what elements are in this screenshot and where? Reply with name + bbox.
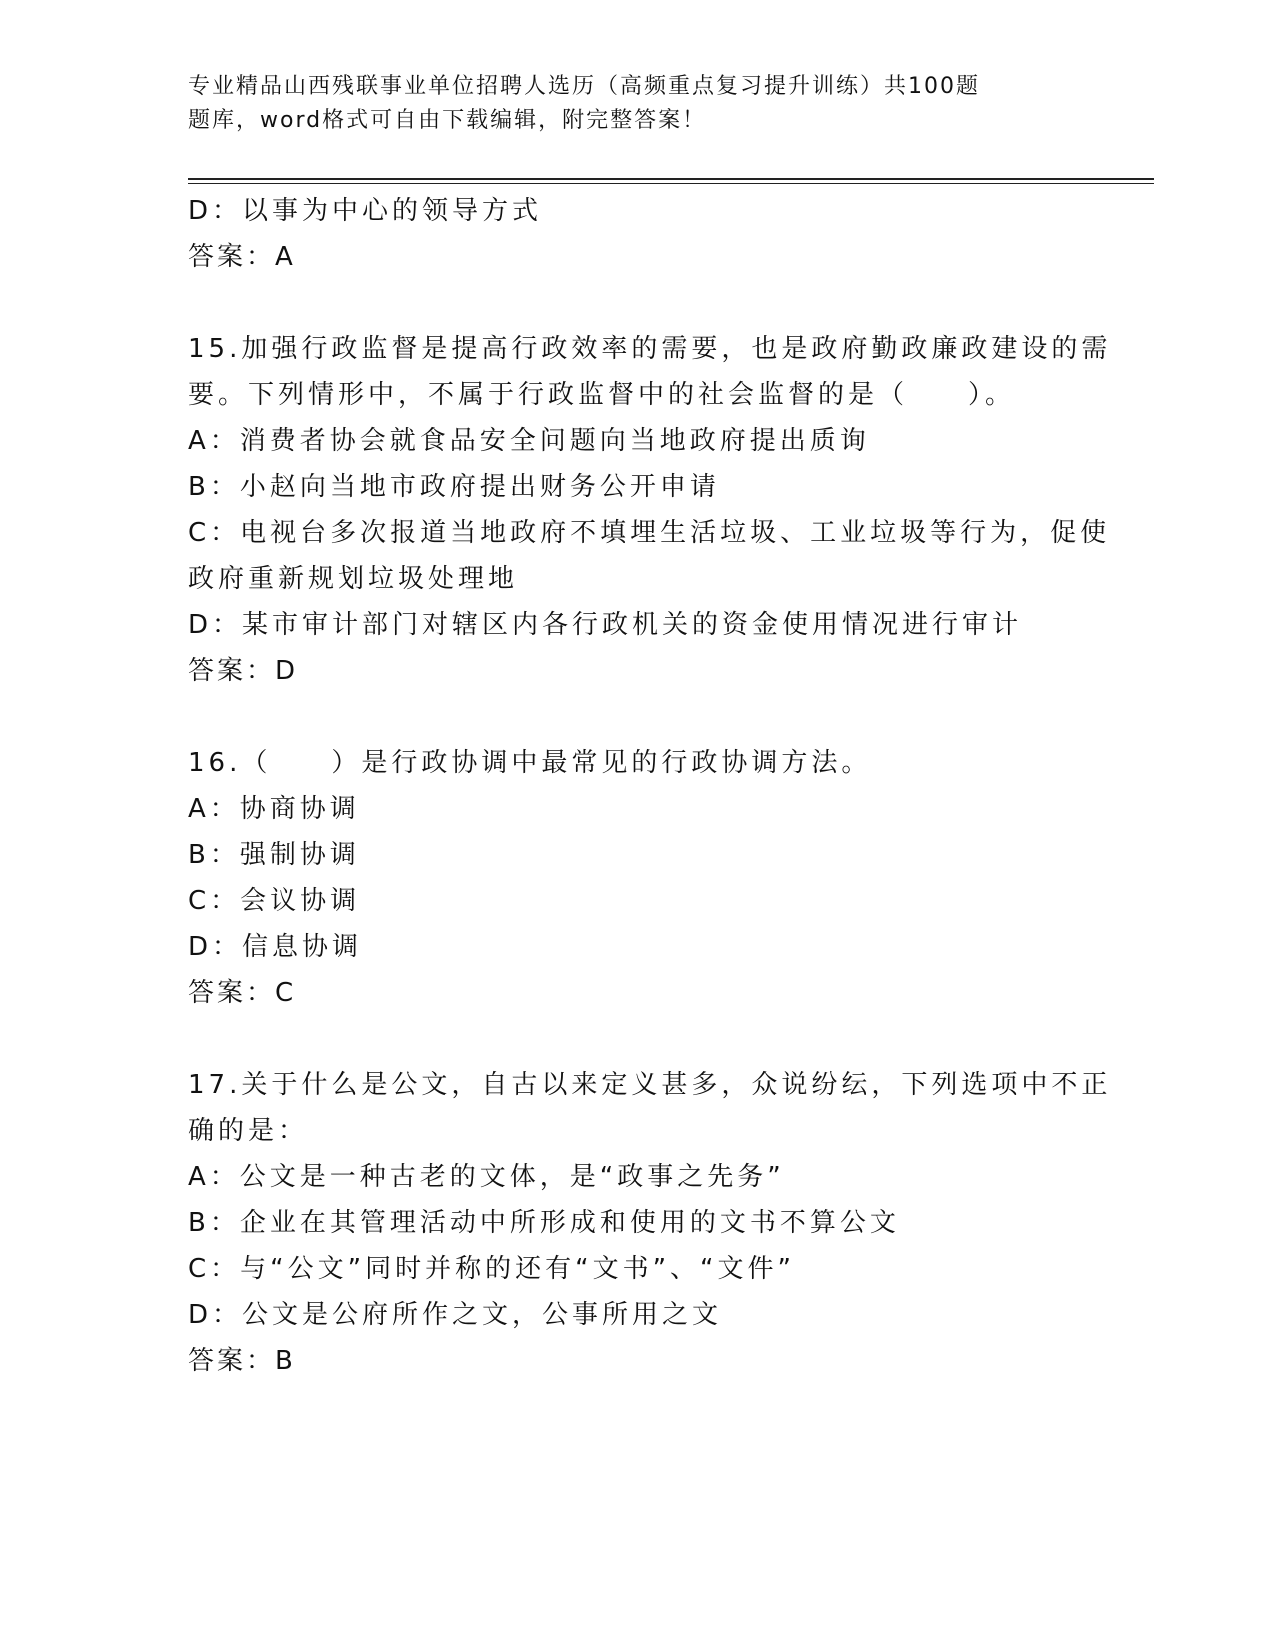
- header-line-2: 题库，word格式可自由下载编辑，附完整答案！: [188, 108, 707, 133]
- answer-line: 答案：D: [188, 656, 299, 686]
- option-b: B：强制协调: [188, 840, 360, 870]
- spacer: [188, 1016, 1088, 1062]
- header-line-1: 专业精品山西残联事业单位招聘人选历（高频重点复习提升训练）共100题: [188, 74, 980, 99]
- option-c: C：与“公文”同时并称的还有“文书”、“文件”: [188, 1254, 795, 1284]
- option-c-continuation: 政府重新规划垃圾处理地: [188, 564, 519, 594]
- question-15: [188, 326, 1112, 694]
- document-body: [188, 188, 1112, 1384]
- question-16: [188, 740, 1088, 1016]
- option-a: A：消费者协会就食品安全问题向当地政府提出质询: [188, 426, 870, 456]
- document-header: [188, 70, 1088, 138]
- option-c: C：电视台多次报道当地政府不填埋生活垃圾、工业垃圾等行为，促使: [188, 518, 1111, 548]
- option-d: D：以事为中心的领导方式: [188, 196, 543, 226]
- question-stem-line: 确的是：: [188, 1116, 309, 1146]
- option-d: D：公文是公府所作之文，公事所用之文: [188, 1300, 723, 1330]
- answer-line: 答案：B: [188, 1346, 296, 1376]
- question-stem-line: 要。下列情形中，不属于行政监督中的社会监督的是（ ）。: [188, 380, 1016, 410]
- question-stem-line: 15.加强行政监督是提高行政效率的需要，也是政府勤政廉政建设的需: [188, 334, 1112, 364]
- spacer: [188, 694, 1088, 740]
- option-b: B：企业在其管理活动中所形成和使用的文书不算公文: [188, 1208, 900, 1238]
- option-a: A：协商协调: [188, 794, 360, 824]
- answer-line: 答案：C: [188, 978, 297, 1008]
- option-d: D：某市审计部门对辖区内各行政机关的资金使用情况进行审计: [188, 610, 1023, 640]
- question-stem: 16.（ ）是行政协调中最常见的行政协调方法。: [188, 748, 872, 778]
- option-d: D：信息协调: [188, 932, 363, 962]
- question-stem-line: 17.关于什么是公文，自古以来定义甚多，众说纷纭，下列选项中不正: [188, 1070, 1112, 1100]
- option-a: A：公文是一种古老的文体，是“政事之先务”: [188, 1162, 785, 1192]
- previous-question-tail: [188, 188, 1088, 280]
- question-17: [188, 1062, 1112, 1384]
- option-c: C：会议协调: [188, 886, 361, 916]
- spacer: [188, 280, 1088, 326]
- option-b: B：小赵向当地市政府提出财务公开申请: [188, 472, 720, 502]
- header-divider: [188, 178, 1154, 184]
- answer-line: 答案：A: [188, 242, 296, 272]
